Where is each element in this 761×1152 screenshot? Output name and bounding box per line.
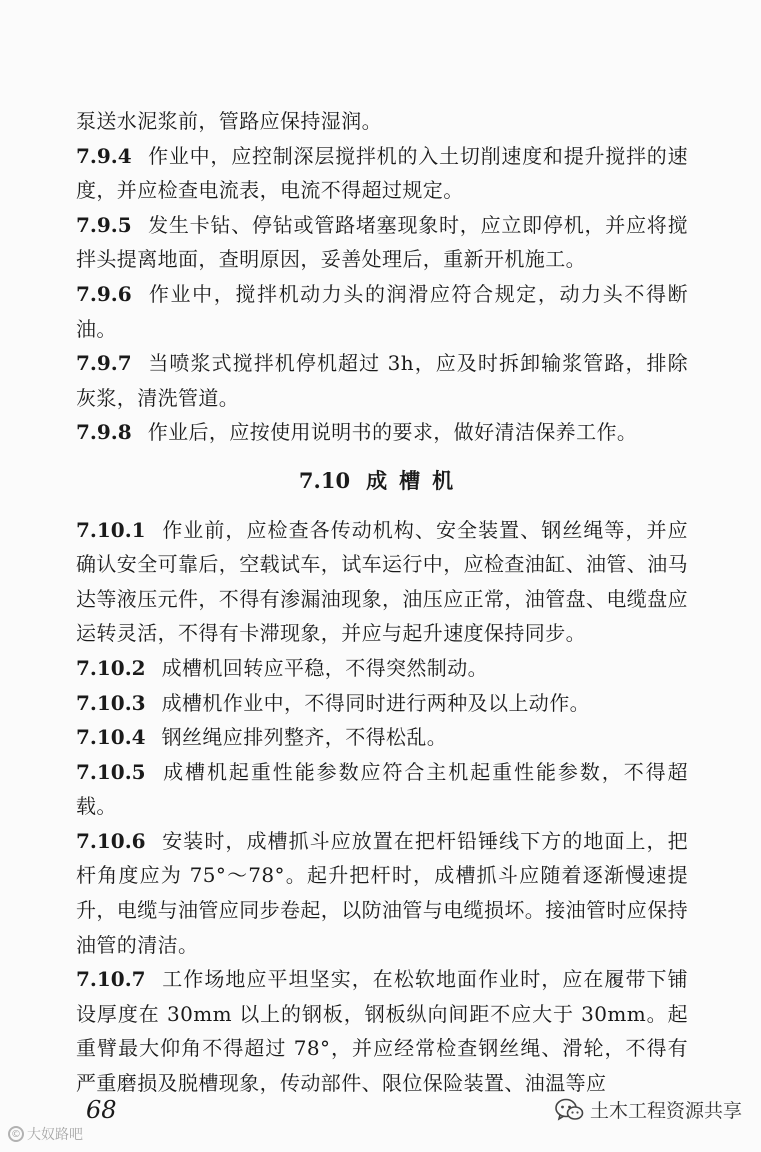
paragraph-text: 泵送水泥浆前，管路应保持湿润。 — [76, 109, 382, 133]
page-number: 68 — [86, 1096, 117, 1124]
watermark-left-text: 大奴路吧 — [27, 1127, 83, 1143]
clause-number: 7.9.4 — [76, 143, 132, 168]
copyright-icon: © — [8, 1126, 24, 1142]
paragraph-text: 作业后，应按使用说明书的要求，做好清洁保养工作。 — [147, 420, 638, 445]
clause-number: 7.10.4 — [76, 725, 146, 750]
watermark-right — [554, 1096, 742, 1123]
paragraph — [76, 962, 688, 1100]
section-title: 成槽机 — [366, 467, 466, 493]
paragraph — [76, 824, 688, 962]
paragraph-text: 成槽机作业中，不得同时进行两种及以上动作。 — [161, 690, 590, 715]
watermark-left — [8, 1124, 83, 1144]
paragraph — [76, 720, 688, 755]
paragraph — [76, 277, 688, 346]
clause-number: 7.9.6 — [76, 281, 132, 306]
clause-number: 7.9.7 — [76, 351, 132, 376]
paragraph-text: 当喷浆式搅拌机停机超过 3h，应及时拆卸输浆管路，排除灰浆，清洗管道。 — [76, 351, 688, 410]
paragraph — [76, 651, 688, 686]
paragraph — [76, 208, 688, 277]
section-number: 7.10 — [298, 467, 351, 493]
paragraph-text: 安装时，成槽抓斗应放置在把杆铅锤线下方的地面上，把杆角度应为 75°～78°。起升把杆时，成槽抓斗应随着逐渐慢速提升，电缆与油管应同步卷起，以防油管与电缆损坏。接油管时应保持油管的清洁。 — [76, 828, 688, 957]
paragraph-text: 作业中，应控制深层搅拌机的入土切削速度和提升搅拌的速度，并应检查电流表，电流不得超过规定。 — [76, 143, 688, 203]
paragraph — [76, 346, 688, 415]
paragraph-text: 发生卡钻、停钻或管路堵塞现象时，应立即停机，并应将搅拌头提离地面，查明原因，妥善处理后，重新开机施工。 — [76, 212, 688, 272]
paragraph-text: 钢丝绳应排列整齐，不得松乱。 — [161, 725, 448, 750]
clause-number: 7.10.6 — [76, 828, 146, 853]
paragraph — [76, 755, 688, 824]
paragraph-text: 工作场地应平坦坚实，在松软地面作业时，应在履带下铺设厚度在 30mm 以上的钢板，钢板纵向间距不应大于 30mm。起重臂最大仰角不得超过 78°，并应经常检查钢丝绳、滑轮，不得有严重磨损及脱槽现象，传动部件、限位保险装置、油温等应 — [76, 967, 688, 1096]
section-heading — [76, 464, 688, 499]
paragraph-text: 作业中，搅拌机动力头的润滑应符合规定，动力头不得断油。 — [76, 281, 688, 341]
paragraph — [76, 139, 688, 208]
clause-number: 7.10.7 — [76, 967, 146, 992]
clause-number: 7.10.3 — [76, 690, 146, 715]
paragraph — [76, 415, 688, 450]
clause-number: 7.10.2 — [76, 655, 146, 680]
watermark-right-text: 土木工程资源共享 — [590, 1100, 743, 1122]
wechat-icon — [554, 1097, 584, 1123]
paragraph — [76, 513, 688, 651]
clause-number: 7.9.8 — [76, 420, 132, 445]
paragraph-text: 成槽机起重性能参数应符合主机起重性能参数，不得超载。 — [76, 759, 688, 819]
paragraph — [76, 686, 688, 721]
paragraph — [76, 104, 688, 139]
document-body — [76, 104, 688, 1101]
paragraph-text: 作业前，应检查各传动机构、安全装置、钢丝绳等，并应确认安全可靠后，空载试车，试车运行中，应检查油缸、油管、油马达等液压元件，不得有渗漏油现象，油压应正常，油管盘、电缆盘应运转灵活，不得有卡滞现象，并应与起升速度保持同步。 — [76, 517, 688, 646]
clause-number: 7.10.5 — [76, 759, 146, 784]
clause-number: 7.10.1 — [76, 517, 146, 542]
clause-number: 7.9.5 — [76, 212, 132, 237]
paragraph-text: 成槽机回转应平稳，不得突然制动。 — [161, 655, 488, 680]
